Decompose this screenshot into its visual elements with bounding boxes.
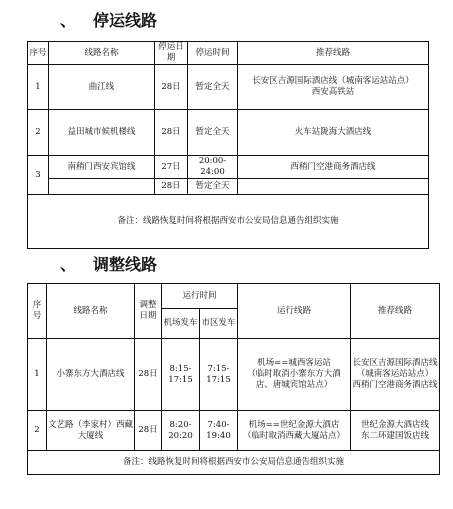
cell-city-departure: 7:40-19:40	[200, 411, 238, 451]
cell-date: 27日	[155, 156, 188, 179]
cell-recommended	[238, 179, 429, 195]
header-date: 停运日期	[155, 42, 188, 65]
header-recommended: 推荐线路	[351, 284, 440, 339]
cell-time: 暂定全天	[188, 65, 238, 110]
cell-date: 28日	[155, 65, 188, 110]
cell-date: 28日	[135, 339, 162, 411]
table-note-row	[28, 451, 440, 475]
header-no: 序号	[28, 42, 49, 65]
table-row	[28, 339, 440, 411]
table-header-row	[28, 284, 440, 309]
header-no: 序号	[28, 284, 47, 339]
table-header-row	[28, 42, 429, 65]
cell-recommended: 世纪金源大酒店线 东二环建国饭店线	[351, 411, 440, 451]
cell-name: 文艺路（李家村）西藏大厦线	[47, 411, 135, 451]
heading-marker: 、	[60, 11, 77, 30]
cell-name: 小寨东方大酒店线	[47, 339, 135, 411]
cell-name: 益田城市候机楼线	[49, 110, 155, 156]
section-1-title: 停运线路	[93, 11, 158, 30]
cell-no: 1	[28, 65, 49, 110]
header-date: 调整日期	[135, 284, 162, 339]
cell-no: 2	[28, 110, 49, 156]
header-city-departure: 市区发车	[200, 309, 238, 339]
section-2-heading	[60, 252, 200, 272]
cell-airport-departure: 8:20-20:20	[162, 411, 200, 451]
cell-date: 28日	[135, 411, 162, 451]
header-airport-departure: 机场发车	[162, 309, 200, 339]
table-note: 备注：线路恢复时间将根据西安市公安局信息通告组织实施	[28, 195, 429, 249]
table-row	[28, 110, 429, 156]
table-row	[28, 411, 440, 451]
cell-no: 1	[28, 339, 47, 411]
header-route: 运行线路	[238, 284, 351, 339]
header-name: 线路名称	[49, 42, 155, 65]
cell-date: 28日	[155, 110, 188, 156]
heading-marker: 、	[60, 255, 77, 274]
cell-name: 南稍门西安宾馆线	[49, 156, 155, 179]
table-row	[28, 156, 429, 179]
suspended-routes-table	[27, 41, 429, 249]
cell-time: 暂定全天	[188, 110, 238, 156]
cell-recommended: 西稍门空港商务酒店线	[238, 156, 429, 179]
cell-name	[49, 179, 155, 195]
table-row	[28, 65, 429, 110]
table-note: 备注：线路恢复时间将根据西安市公安局信息通告组织实施	[28, 451, 440, 475]
cell-no: 2	[28, 411, 47, 451]
header-time: 运行时间	[162, 284, 238, 309]
cell-recommended: 火车站陇海大酒店线	[238, 110, 429, 156]
header-time: 停运时间	[188, 42, 238, 65]
cell-route: 机场==城西客运站 （临时取消小寨东方大酒店、唐城宾馆站点）	[238, 339, 351, 411]
table-row	[28, 179, 429, 195]
header-name: 线路名称	[47, 284, 135, 339]
cell-no: 3	[28, 156, 49, 195]
cell-time: 暂定全天	[188, 179, 238, 195]
cell-city-departure: 7:15-17:15	[200, 339, 238, 411]
cell-time: 20:00-24:00	[188, 156, 238, 179]
table-note-row	[28, 195, 429, 249]
section-1-heading	[60, 8, 200, 28]
cell-route: 机场==世纪金源大酒店 （临时取消西藏大厦站点）	[238, 411, 351, 451]
cell-recommended: 长安区吉源国际酒店线（城南客运站站点） 西安高铁站	[238, 65, 429, 110]
cell-date: 28日	[155, 179, 188, 195]
cell-airport-departure: 8:15-17:15	[162, 339, 200, 411]
header-recommended: 推荐线路	[238, 42, 429, 65]
cell-name: 曲江线	[49, 65, 155, 110]
adjusted-routes-table	[27, 283, 440, 475]
section-2-title: 调整线路	[93, 255, 158, 274]
cell-recommended: 长安区吉源国际酒店线 （城南客运站站点） 西稍门空港商务酒店线	[351, 339, 440, 411]
